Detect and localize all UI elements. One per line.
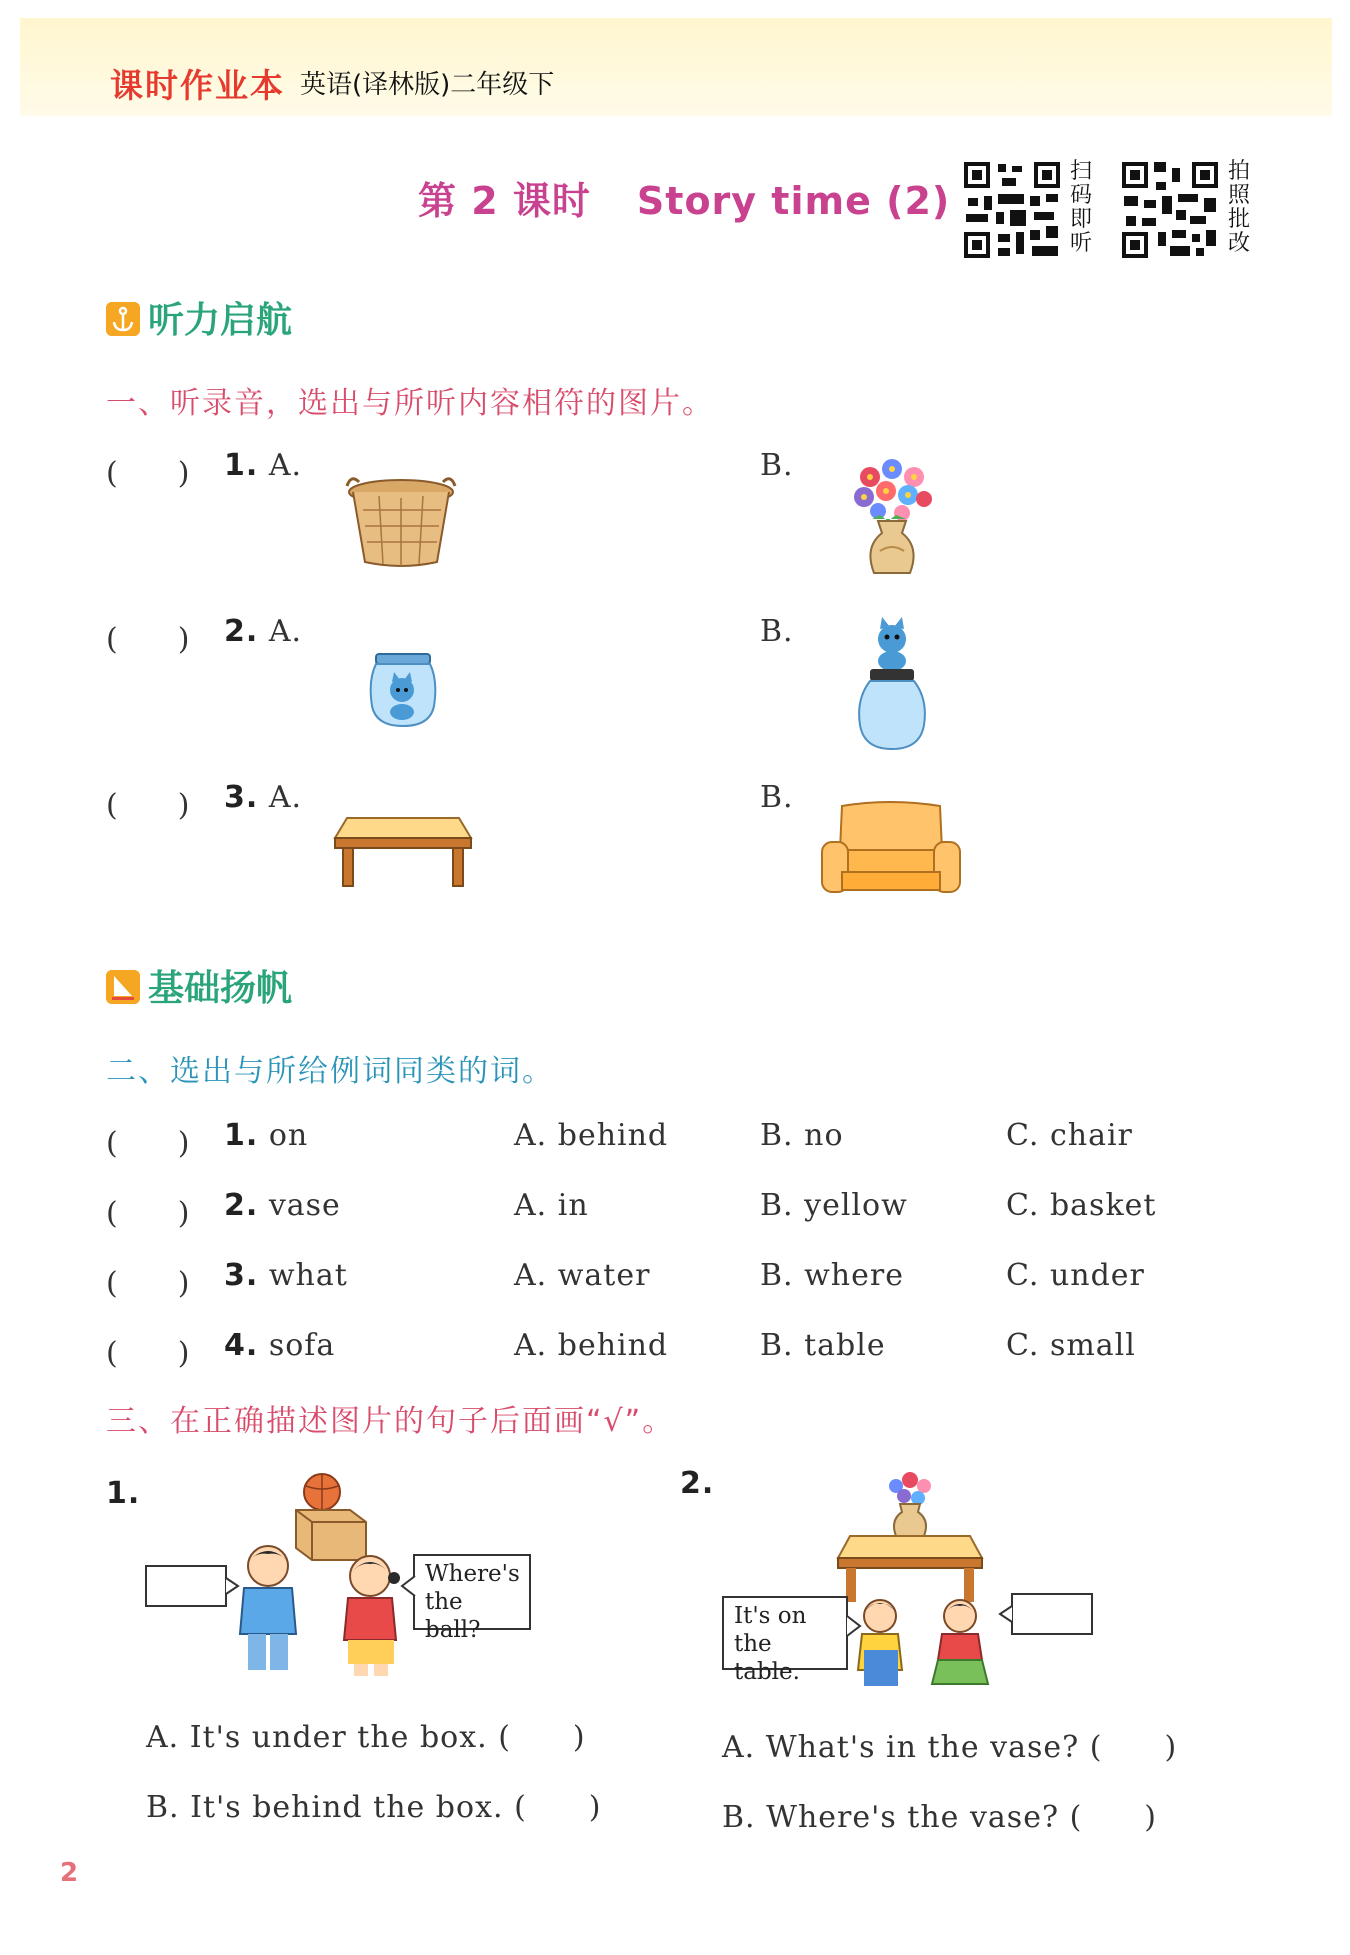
q2-item-4: 4. sofa <box>224 1328 336 1363</box>
page-number: 2 <box>60 1858 79 1888</box>
book-title: 英语(译林版)二年级下 <box>300 70 555 100</box>
q2-item-2: 2. vase <box>224 1188 341 1223</box>
q1-item-3-b: B. <box>760 780 794 815</box>
q3-item-2-option-b[interactable]: B. Where's the vase? ( ) <box>722 1800 1157 1835</box>
q1-item-2: 2. A. <box>224 614 303 649</box>
q1-item-2-b: B. <box>760 614 794 649</box>
q3-item-1-option-a[interactable]: A. It's under the box. ( ) <box>146 1720 586 1755</box>
q3-item-1-option-b[interactable]: B. It's behind the box. ( ) <box>146 1790 602 1825</box>
cat-on-jar-picture[interactable] <box>852 615 932 755</box>
qr-label-photo: 拍照批改 <box>1228 159 1251 256</box>
q3-item-2-number: 2. <box>680 1466 715 1501</box>
bubble-tail <box>846 1614 862 1638</box>
table-picture[interactable] <box>333 812 473 888</box>
sofa-picture[interactable] <box>820 798 962 898</box>
q2-item-3-c: C. under <box>1006 1258 1145 1293</box>
answer-blank[interactable]: ( ) <box>106 1336 190 1371</box>
section-basics <box>106 960 292 1011</box>
basket-picture[interactable] <box>345 470 457 570</box>
answer-blank[interactable]: ( ) <box>106 1196 190 1231</box>
lesson-title <box>418 170 950 225</box>
lesson-name: Story time (2) <box>636 179 951 223</box>
cat-in-jar-picture[interactable] <box>368 650 438 730</box>
q3-item-1-number: 1. <box>106 1476 141 1511</box>
qr-label-listen: 扫码即听 <box>1070 159 1093 256</box>
q2-instruction: 二、选出与所给例词同类的词。 <box>106 1054 554 1089</box>
q3-instruction: 三、在正确描述图片的句子后面画“√”。 <box>106 1404 675 1439</box>
section-listening-title: 听力启航 <box>148 300 293 341</box>
q2-item-1-c: C. chair <box>1006 1118 1133 1153</box>
q2-item-3-a: A. water <box>514 1258 651 1293</box>
q2-item-4-a: A. behind <box>514 1328 669 1363</box>
qr-code-icon[interactable] <box>1120 160 1220 260</box>
q1-item-1-b: B. <box>760 448 794 483</box>
bubble-tail <box>400 1574 416 1598</box>
answer-blank[interactable]: ( ) <box>106 788 190 823</box>
speech-bubble-answer: It's on the table. <box>722 1596 848 1670</box>
qr-code-icon[interactable] <box>962 160 1062 260</box>
q1-item-1: 1. A. <box>224 448 303 483</box>
anchor-icon <box>106 302 140 336</box>
q2-item-2-b: B. yellow <box>760 1188 908 1223</box>
q3-item-2-option-a[interactable]: A. What's in the vase? ( ) <box>722 1730 1178 1765</box>
q2-item-2-a: A. in <box>514 1188 589 1223</box>
q2-item-1-a: A. behind <box>514 1118 669 1153</box>
section-listening <box>106 292 292 343</box>
q2-item-2-c: C. basket <box>1006 1188 1157 1223</box>
q1-item-3: 3. A. <box>224 780 303 815</box>
brand-title: 课时作业本 <box>110 66 285 105</box>
q1-instruction: 一、听录音，选出与所听内容相符的图片。 <box>106 386 714 421</box>
answer-blank[interactable]: ( ) <box>106 622 190 657</box>
lesson-number: 第 2 课时 <box>418 179 591 223</box>
q2-item-4-b: B. table <box>760 1328 886 1363</box>
sail-icon <box>106 970 140 1004</box>
q2-item-1: 1. on <box>224 1118 309 1153</box>
q2-item-3-b: B. where <box>760 1258 904 1293</box>
q2-item-3: 3. what <box>224 1258 348 1293</box>
answer-blank[interactable]: ( ) <box>106 1266 190 1301</box>
answer-blank[interactable]: ( ) <box>106 456 190 491</box>
q2-item-4-c: C. small <box>1006 1328 1136 1363</box>
vase-with-flowers-picture[interactable] <box>850 455 934 580</box>
answer-blank[interactable]: ( ) <box>106 1126 190 1161</box>
q2-item-1-b: B. no <box>760 1118 844 1153</box>
speech-bubble-question: Where's the ball? <box>413 1554 531 1630</box>
section-basics-title: 基础扬帆 <box>148 968 293 1009</box>
